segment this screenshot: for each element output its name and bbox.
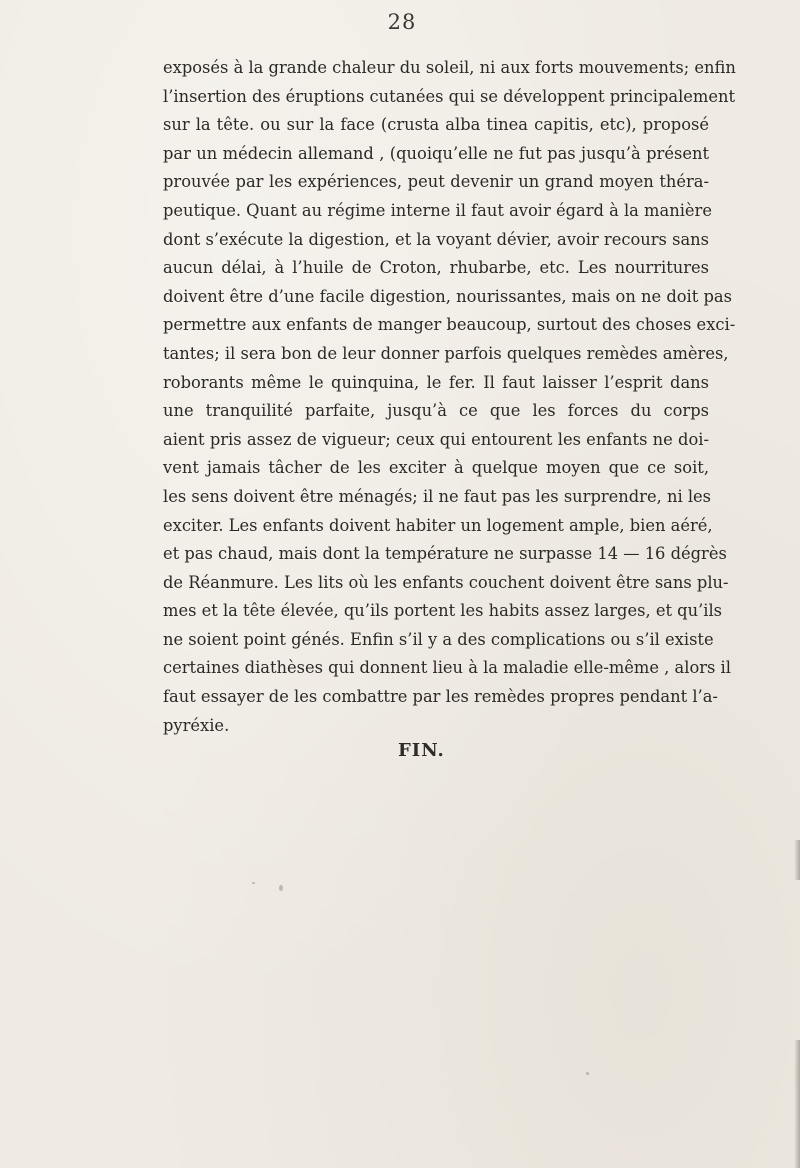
paper-speck [586,1072,589,1075]
text-line: aucun délai, à l’huile de Croton, rhubarbe, etc. Les nourritures [163,258,709,278]
text-line: prouvée par les expériences, peut devenir un grand moyen théra- [163,172,709,192]
text-line: exposés à la grande chaleur du soleil, ni aux forts mouvements; enfin [163,58,736,77]
text-line: certaines diathèses qui donnent lieu à la maladie elle-même , alors il [163,658,731,678]
text-line: l’insertion des éruptions cutanées qui se développent principalement [163,86,736,106]
end-mark: FIN. [398,740,445,761]
text-line: roborants même le quinquina, le fer. Il faut laisser l’esprit dans [163,372,709,392]
text-line: de Réanmure. Les lits où les enfants couchent doivent être sans plu- [163,572,729,592]
text-line: doivent être d’une facile digestion, nourissantes, mais on ne doit pas [163,286,732,306]
text-line: dont s’exécute la digestion, et la voyant dévier, avoir recours sans [163,229,709,249]
text-line: les sens doivent être ménagés; il ne faut pas les surprendre, ni les [163,486,712,506]
text-line: peutique. Quant au régime interne il faut avoir égard à la manière [163,200,712,220]
text-line: vent jamais tâcher de les exciter à quelque moyen que ce soit, [163,458,709,478]
text-line: aient pris assez de vigueur; ceux qui entourent les enfants ne doi- [163,429,709,449]
text-line: par un médecin allemand , (quoiqu’elle ne fut pas jusqu’à présent [163,143,709,163]
body-text [163,54,736,740]
text-line: sur la tête. ou sur la face (crusta alba tinea capitis, etc), proposé [163,115,709,135]
text-line: ne soient point génés. Enfin s’il y a des complications ou s’il existe [163,629,714,649]
text-line: permettre aux enfants de manger beaucoup, surtout des choses exci- [163,315,736,335]
page-edge-shadow [794,840,800,880]
text-line: tantes; il sera bon de leur donner parfois quelques remèdes amères, [163,343,729,363]
text-line: une tranquilité parfaite, jusqu’à ce que les forces du corps [163,401,709,421]
text-line: faut essayer de les combattre par les remèdes propres pendant l’a- [163,687,718,707]
page-number: 28 [387,10,417,34]
text-line: mes et la tête élevée, qu’ils portent les habits assez larges, et qu’ils [163,601,723,621]
paper-speck [252,882,255,884]
text-line: et pas chaud, mais dont la température ne surpasse 14 — 16 dégrès [163,544,727,564]
text-line: exciter. Les enfants doivent habiter un logement ample, bien aéré, [163,515,713,535]
page-edge-shadow [794,1040,800,1168]
paper-speck [279,885,283,891]
text-line: pyréxie. [163,715,230,735]
